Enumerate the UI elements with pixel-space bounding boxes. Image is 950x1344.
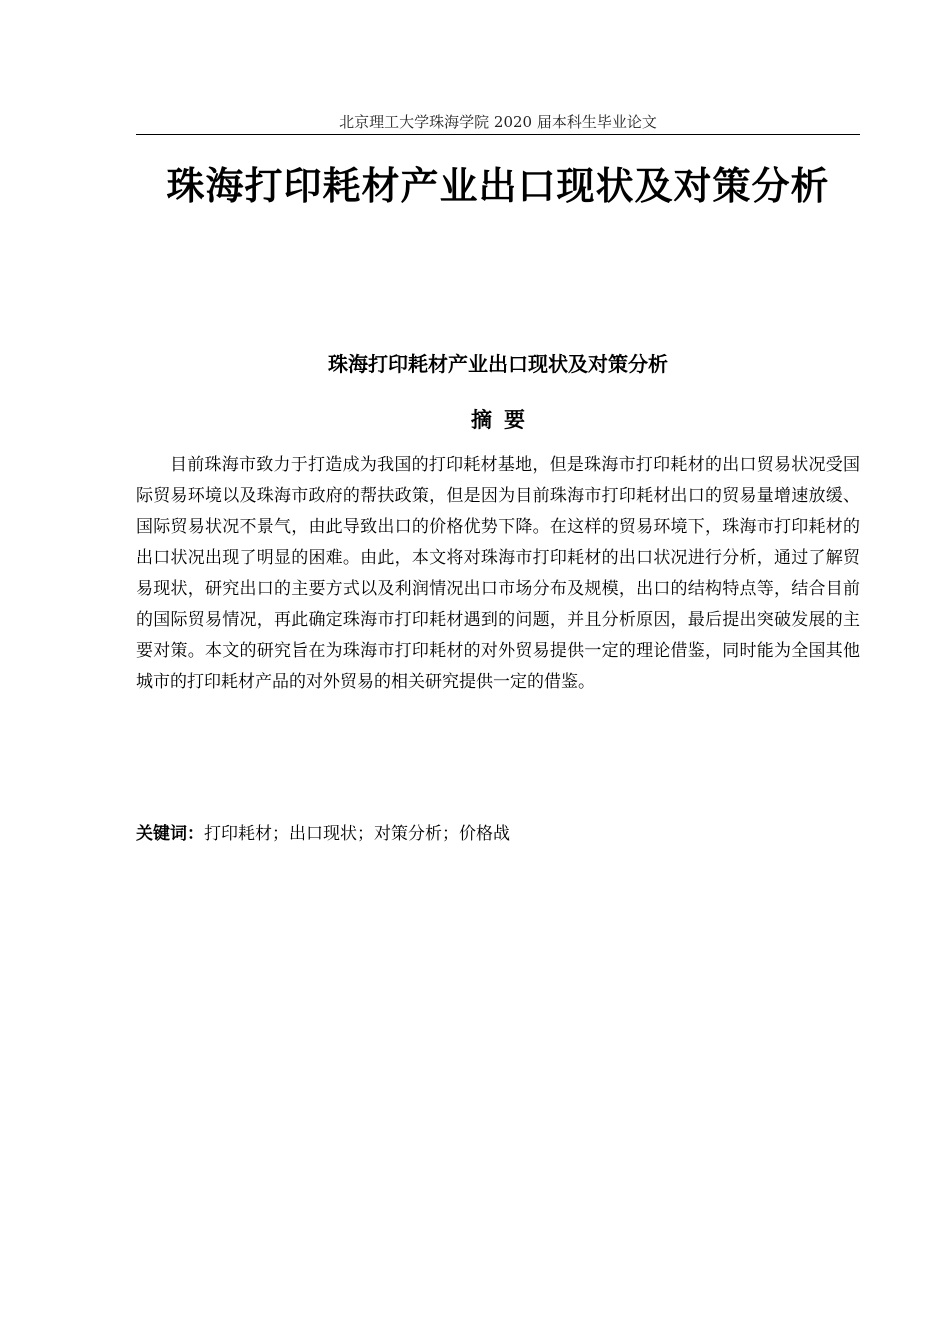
running-header: 北京理工大学珠海学院 2020 届本科生毕业论文 bbox=[339, 113, 657, 131]
keywords-label: 关键词： bbox=[136, 824, 204, 844]
header-rule bbox=[136, 134, 860, 135]
keywords-value: 打印耗材；出口现状；对策分析；价格战 bbox=[204, 824, 510, 844]
keywords-line bbox=[136, 820, 860, 848]
abstract-body: 目前珠海市致力于打造成为我国的打印耗材基地，但是珠海市打印耗材的出口贸易状况受国际贸易环境以及珠海市政府的帮扶政策，但是因为目前珠海市打印耗材出口的贸易量增速放缓、国际贸易状况不景气，由此导致出口的价格优势下降。在这样的贸易环境下，珠海市打印耗材的出口状况出现了明显的困难。由此，本文将对珠海市打印耗材的出口状况进行分析，通过了解贸易现状，研究出口的主要方式以及利润情况出口市场分布及规模，出口的结构特点等，结合目前的国际贸易情况，再此确定珠海市打印耗材遇到的问题，并且分析原因，最后提出突破发展的主要对策。本文的研究旨在为珠海市打印耗材的对外贸易提供一定的理论借鉴，同时能为全国其他城市的打印耗材产品的对外贸易的相关研究提供一定的借鉴。 bbox=[136, 455, 860, 692]
abstract-heading: 摘要 bbox=[471, 408, 537, 432]
abstract-title: 珠海打印耗材产业出口现状及对策分析 bbox=[328, 352, 668, 376]
page-title: 珠海打印耗材产业出口现状及对策分析 bbox=[166, 164, 830, 208]
